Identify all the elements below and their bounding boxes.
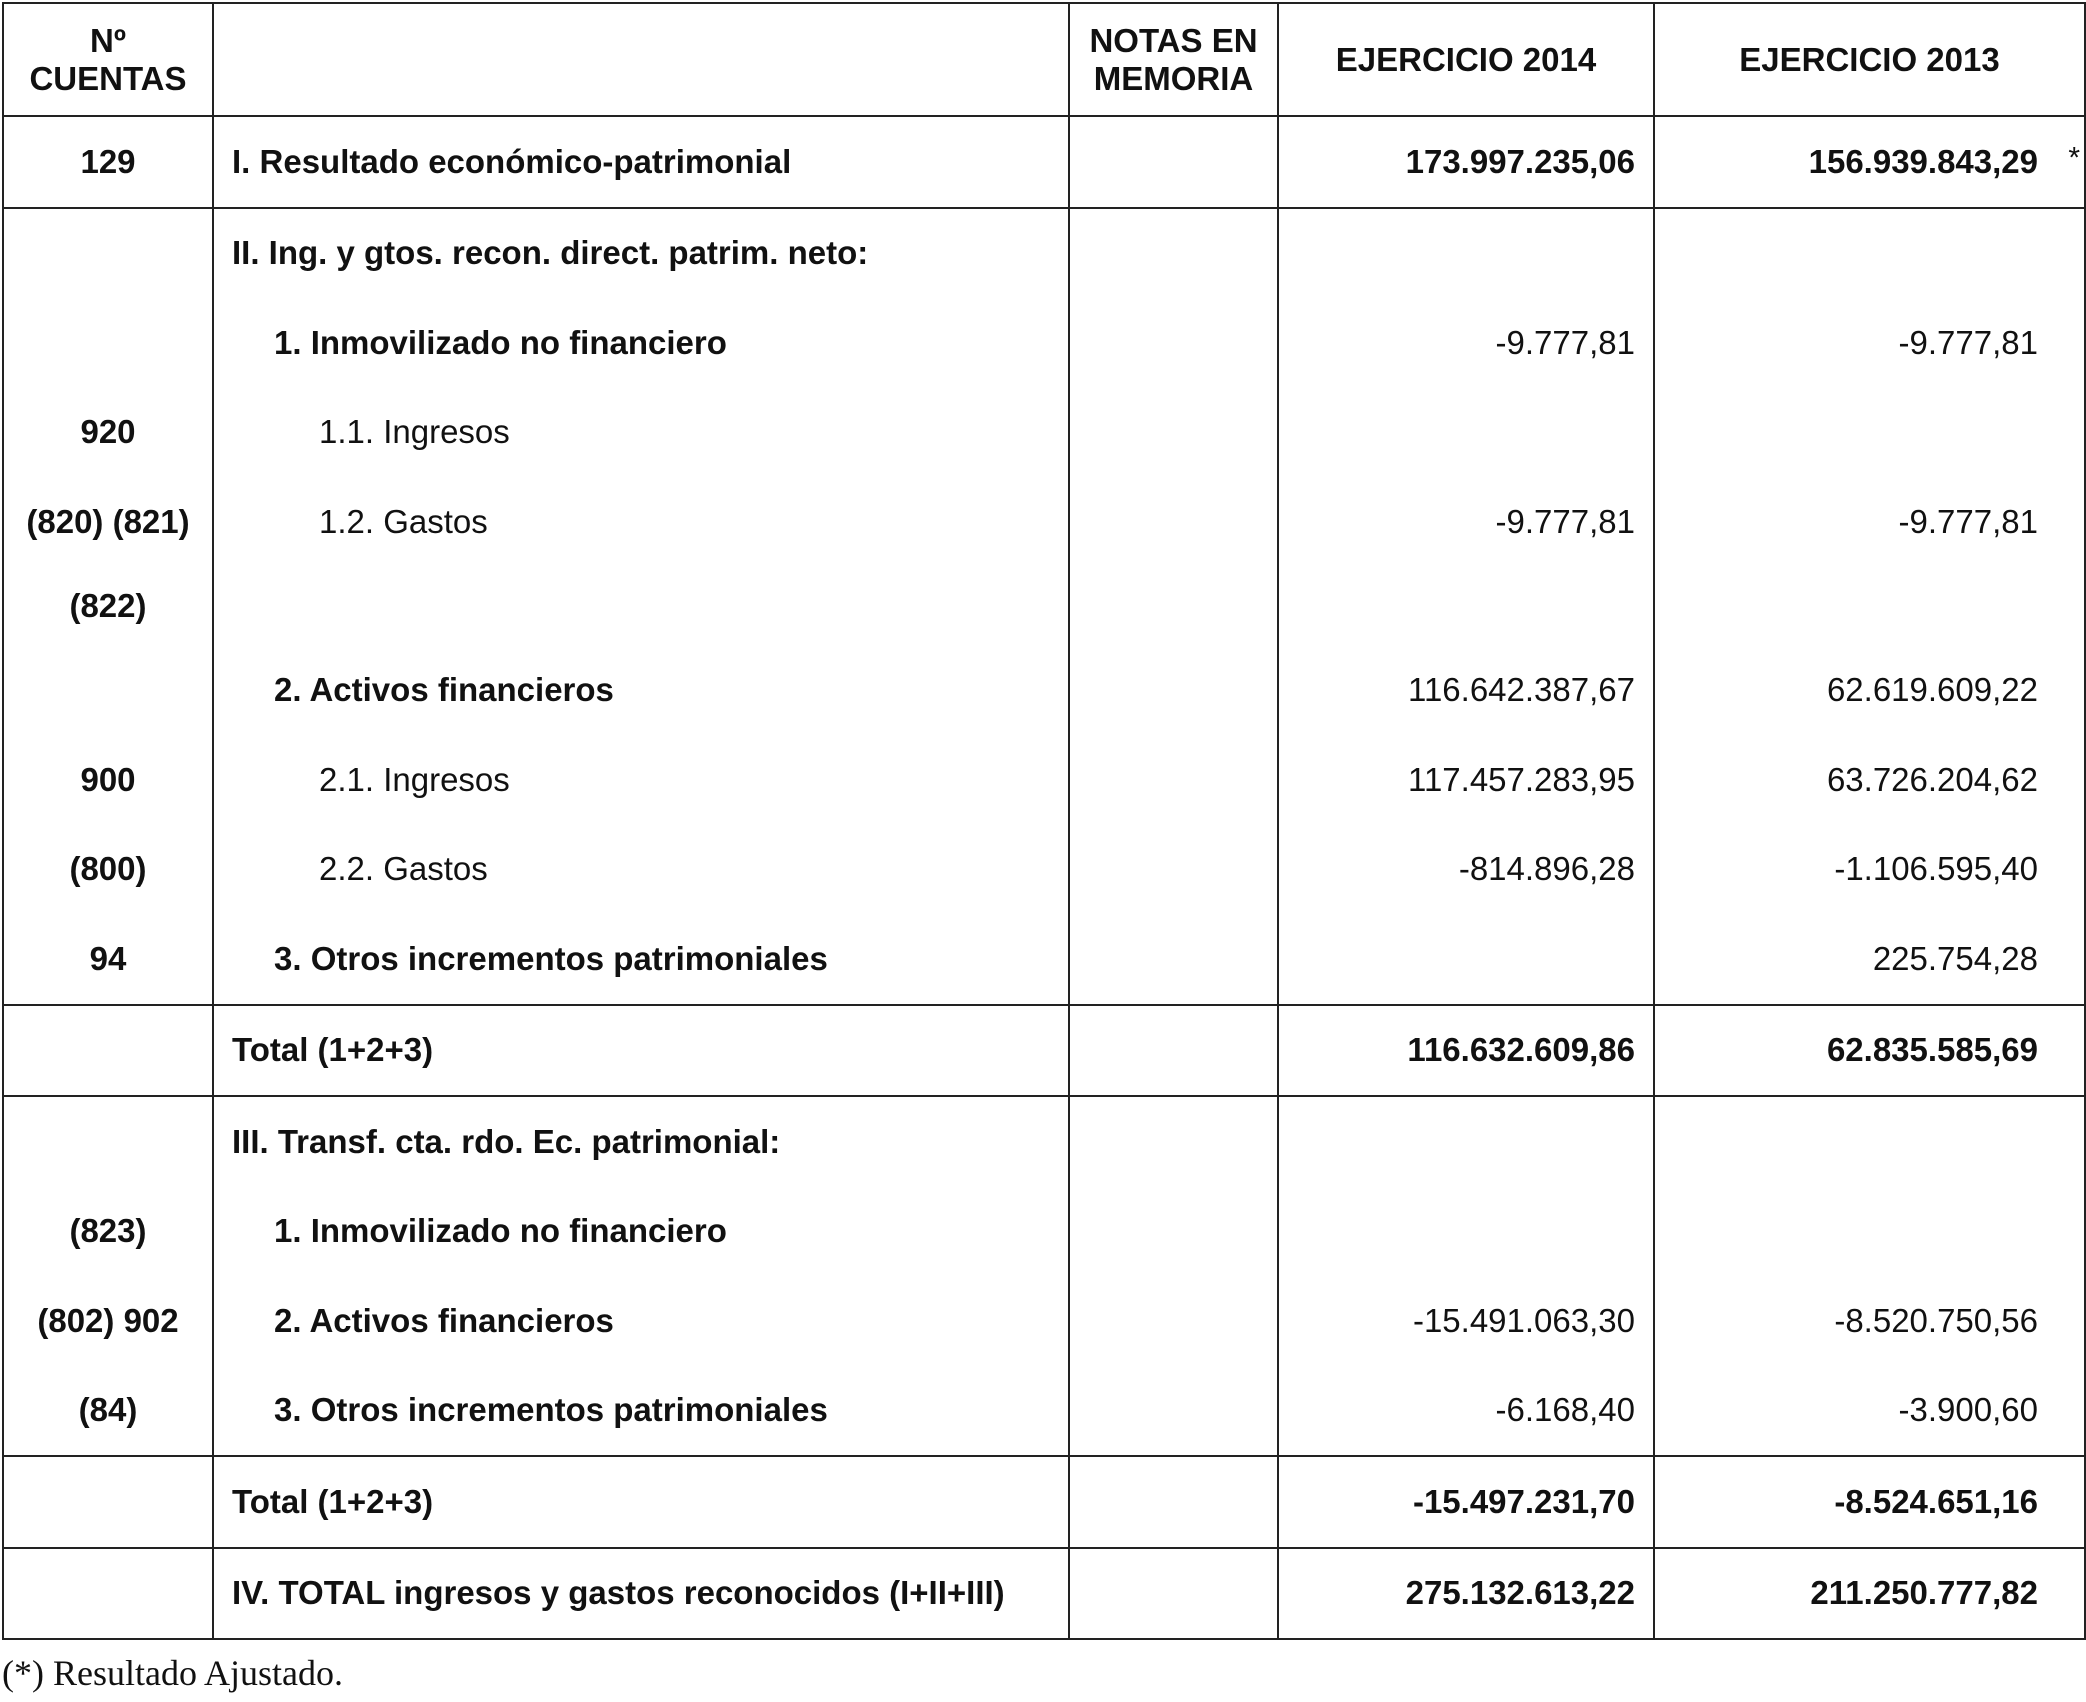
notes-cell [1069, 1276, 1278, 1366]
account-number [3, 298, 213, 388]
value-2013: -8.520.750,56 [1654, 1276, 2085, 1366]
value-2013 [1654, 1096, 2085, 1187]
value-2013: -8.524.651,16 [1654, 1456, 2085, 1548]
value-2014: 116.642.387,67 [1278, 646, 1654, 736]
account-number: (802) 902 [3, 1276, 213, 1366]
header-description [213, 3, 1069, 116]
value-2014 [1278, 1096, 1654, 1187]
statement-table [2, 2, 2086, 1640]
row-description: 2. Activos financieros [213, 646, 1069, 736]
value-2014 [1278, 208, 1654, 299]
value-2013 [1654, 208, 2085, 299]
section-II-total [3, 1005, 2085, 1097]
account-number: 920 [3, 388, 213, 478]
value-2013-cell [1654, 116, 2085, 208]
table-row [3, 646, 2085, 736]
value-2013: 211.250.777,82 [1654, 1548, 2085, 1640]
value-2013: -3.900,60 [1654, 1366, 2085, 1457]
account-number [3, 1548, 213, 1640]
table-row [3, 735, 2085, 825]
table-row [3, 116, 2085, 208]
row-description: 2.1. Ingresos [213, 735, 1069, 825]
value-2014: 275.132.613,22 [1278, 1548, 1654, 1640]
value-2013 [1654, 388, 2085, 478]
row-description: 1.1. Ingresos [213, 388, 1069, 478]
value-2013: -1.106.595,40 [1654, 825, 2085, 915]
account-number [3, 1456, 213, 1548]
value-2014 [1278, 388, 1654, 478]
footnote: (*) Resultado Ajustado. [2, 1653, 343, 1693]
row-description: 2.2. Gastos [213, 825, 1069, 915]
value-2013 [1654, 567, 2085, 646]
account-number [3, 1096, 213, 1187]
notes-cell [1069, 477, 1278, 567]
row-description: Total (1+2+3) [213, 1456, 1069, 1548]
notes-cell [1069, 298, 1278, 388]
table-row [3, 1366, 2085, 1457]
table-row [3, 1276, 2085, 1366]
value-2013 [1654, 1187, 2085, 1277]
header-notas-line2: MEMORIA [1093, 59, 1254, 97]
row-description: 1. Inmovilizado no financiero [213, 298, 1069, 388]
table-row [3, 567, 2085, 646]
row-description: 3. Otros incrementos patrimoniales [213, 914, 1069, 1005]
notes-cell [1069, 1366, 1278, 1457]
account-number: 129 [3, 116, 213, 208]
row-description: Total (1+2+3) [213, 1005, 1069, 1097]
table-row [3, 208, 2085, 299]
section-I [3, 116, 2085, 208]
notes-cell [1069, 646, 1278, 736]
account-number: (84) [3, 1366, 213, 1457]
value-2013: 62.835.585,69 [1654, 1005, 2085, 1097]
value-2014: -6.168,40 [1278, 1366, 1654, 1457]
table-row [3, 388, 2085, 478]
notes-cell [1069, 116, 1278, 208]
row-description: 3. Otros incrementos patrimoniales [213, 1366, 1069, 1457]
section-IV [3, 1548, 2085, 1640]
account-number [3, 646, 213, 736]
account-number [3, 208, 213, 299]
account-number: (823) [3, 1187, 213, 1277]
header-cuentas-line1: Nº [90, 21, 126, 59]
value-2014: -9.777,81 [1278, 477, 1654, 567]
value-2013: -9.777,81 [1654, 477, 2085, 567]
value-2013: 63.726.204,62 [1654, 735, 2085, 825]
table-row [3, 1456, 2085, 1548]
account-number: 94 [3, 914, 213, 1005]
section-III [3, 1096, 2085, 1456]
header-ejercicio-2013: EJERCICIO 2013 [1654, 3, 2085, 116]
notes-cell [1069, 914, 1278, 1005]
notes-cell [1069, 1096, 1278, 1187]
section-II [3, 208, 2085, 1005]
value-2014: -9.777,81 [1278, 298, 1654, 388]
account-number: (800) [3, 825, 213, 915]
notes-cell [1069, 1456, 1278, 1548]
value-2013: -9.777,81 [1654, 298, 2085, 388]
row-description: III. Transf. cta. rdo. Ec. patrimonial: [213, 1096, 1069, 1187]
table-row [3, 298, 2085, 388]
notes-cell [1069, 567, 1278, 646]
value-2014: -814.896,28 [1278, 825, 1654, 915]
header-cuentas-line2: CUENTAS [29, 59, 187, 97]
value-2014: 117.457.283,95 [1278, 735, 1654, 825]
section-III-total [3, 1456, 2085, 1548]
table-row [3, 825, 2085, 915]
row-description: 1. Inmovilizado no financiero [213, 1187, 1069, 1277]
notes-cell [1069, 1187, 1278, 1277]
notes-cell [1069, 1548, 1278, 1640]
account-number: 900 [3, 735, 213, 825]
table-row [3, 1187, 2085, 1277]
value-2014 [1278, 567, 1654, 646]
table-row [3, 477, 2085, 567]
notes-cell [1069, 1005, 1278, 1097]
value-2014: 173.997.235,06 [1278, 116, 1654, 208]
value-2014: -15.497.231,70 [1278, 1456, 1654, 1548]
row-description: 2. Activos financieros [213, 1276, 1069, 1366]
row-description: II. Ing. y gtos. recon. direct. patrim. neto: [213, 208, 1069, 299]
value-2014 [1278, 914, 1654, 1005]
account-number [3, 1005, 213, 1097]
account-number: (820) (821) [3, 477, 213, 567]
row-description: I. Resultado económico-patrimonial [213, 116, 1069, 208]
table-row [3, 1005, 2085, 1097]
notes-cell [1069, 388, 1278, 478]
row-description: 1.2. Gastos [213, 477, 1069, 567]
header-cuentas [3, 3, 213, 116]
value-2013: 156.939.843,29 [1808, 142, 2038, 180]
row-description: IV. TOTAL ingresos y gastos reconocidos (I+II+III) [213, 1548, 1069, 1640]
value-2014: -15.491.063,30 [1278, 1276, 1654, 1366]
value-2013: 62.619.609,22 [1654, 646, 2085, 736]
header-ejercicio-2014: EJERCICIO 2014 [1278, 3, 1654, 116]
row-description [213, 567, 1069, 646]
header-notas [1069, 3, 1278, 116]
value-2014: 116.632.609,86 [1278, 1005, 1654, 1097]
header-notas-line1: NOTAS EN [1089, 21, 1258, 59]
table-row [3, 914, 2085, 1005]
notes-cell [1069, 735, 1278, 825]
adjusted-marker: * [2068, 141, 2080, 175]
header-row [3, 3, 2085, 116]
notes-cell [1069, 825, 1278, 915]
value-2013: 225.754,28 [1654, 914, 2085, 1005]
table-row [3, 1096, 2085, 1187]
account-number: (822) [3, 567, 213, 646]
value-2014 [1278, 1187, 1654, 1277]
table-row [3, 1548, 2085, 1640]
notes-cell [1069, 208, 1278, 299]
